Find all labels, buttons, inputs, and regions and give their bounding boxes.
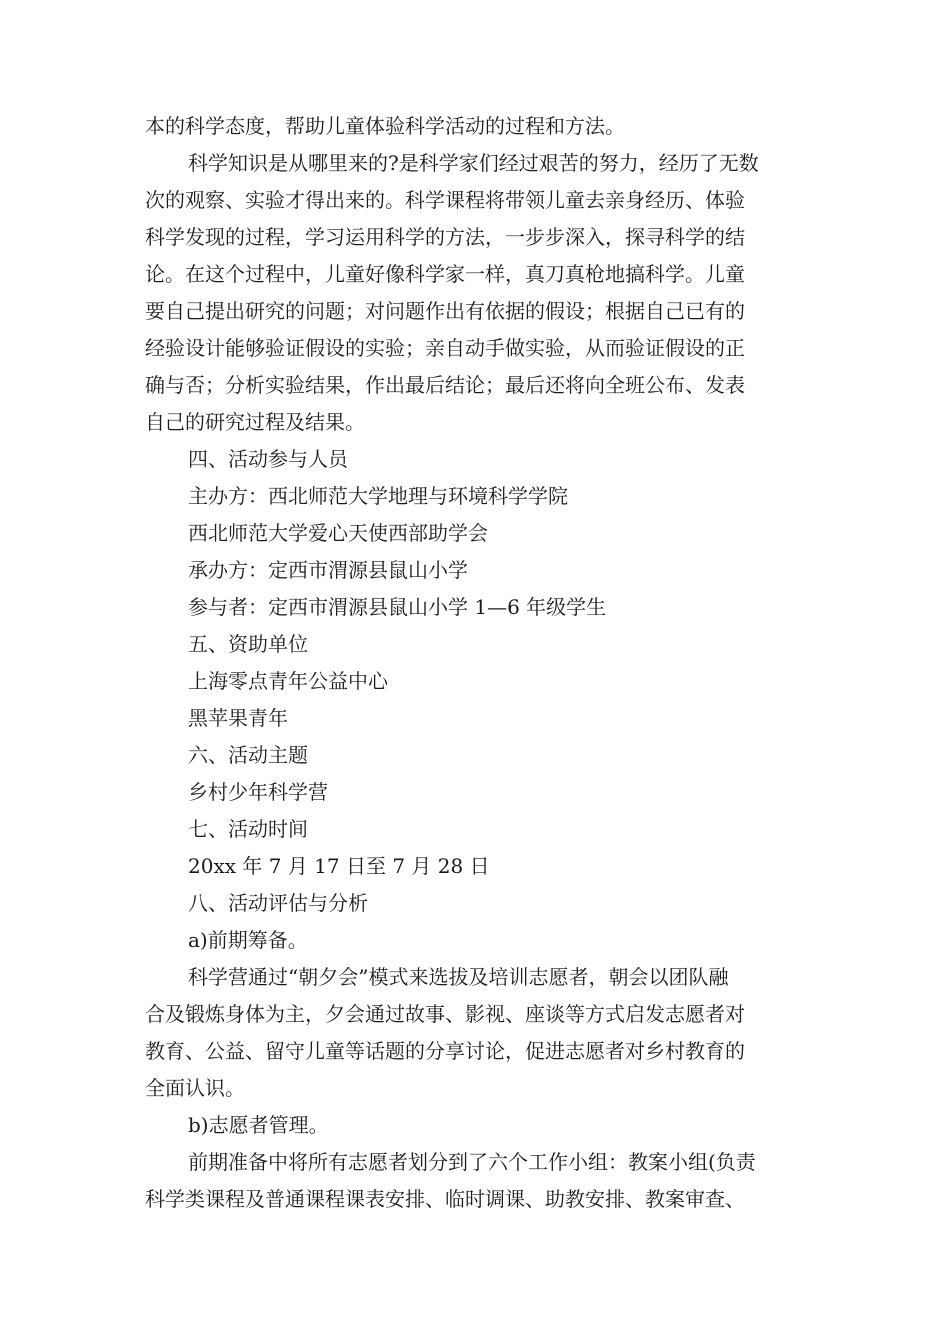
text-line: 教育、公益、留守儿童等话题的分享讨论，促进志愿者对乡村教育的	[145, 1039, 745, 1063]
section-heading: 四、活动参与人员	[188, 447, 348, 471]
text-line: 科学发现的过程，学习运用科学的方法，一步步深入，探寻科学的结	[145, 225, 745, 249]
text-line: 合及锻炼身体为主，夕会通过故事、影视、座谈等方式启发志愿者对	[145, 1002, 745, 1026]
sponsor-line: 上海零点青年公益中心	[188, 669, 388, 693]
subsection-heading: a)前期筹备。	[188, 928, 308, 952]
section-heading: 八、活动评估与分析	[188, 891, 368, 915]
text-line: 自己的研究过程及结果。	[145, 410, 365, 434]
text-line: 要自己提出研究的问题；对问题作出有依据的假设；根据自己已有的	[145, 299, 745, 323]
subsection-heading: b)志愿者管理。	[188, 1113, 329, 1137]
text-line: 论。在这个过程中，儿童好像科学家一样，真刀真枪地搞科学。儿童	[145, 262, 745, 286]
date-line: 20xx 年 7 月 17 日至 7 月 28 日	[188, 854, 490, 878]
participants-line: 参与者：定西市渭源县鼠山小学 1—6 年级学生	[188, 595, 607, 619]
theme-line: 乡村少年科学营	[188, 780, 328, 804]
organizer-line: 西北师范大学爱心天使西部助学会	[188, 521, 488, 545]
section-heading: 五、资助单位	[188, 632, 308, 656]
organizer-line: 主办方：西北师范大学地理与环境科学学院	[188, 484, 568, 508]
text-line: 确与否；分析实验结果，作出最后结论；最后还将向全班公布、发表	[145, 373, 745, 397]
co-organizer-line: 承办方：定西市渭源县鼠山小学	[188, 558, 468, 582]
paragraph-first-line: 科学知识是从哪里来的?是科学家们经过艰苦的努力，经历了无数	[188, 151, 759, 175]
text-line: 经验设计能够验证假设的实验；亲自动手做实验，从而验证假设的正	[145, 336, 745, 360]
paragraph-first-line: 前期准备中将所有志愿者划分到了六个工作小组：教案小组(负责	[188, 1150, 756, 1174]
sponsor-line: 黑苹果青年	[188, 706, 288, 730]
text-line: 次的观察、实验才得出来的。科学课程将带领儿童去亲身经历、体验	[145, 188, 745, 212]
section-heading: 七、活动时间	[188, 817, 308, 841]
paragraph-first-line: 科学营通过“朝夕会”模式来选拔及培训志愿者，朝会以团队融	[188, 965, 729, 989]
text-line: 科学类课程及普通课程课表安排、临时调课、助教安排、教案审查、	[145, 1187, 745, 1211]
text-line: 全面认识。	[145, 1076, 245, 1100]
text-line: 本的科学态度，帮助儿童体验科学活动的过程和方法。	[145, 114, 625, 138]
section-heading: 六、活动主题	[188, 743, 308, 767]
